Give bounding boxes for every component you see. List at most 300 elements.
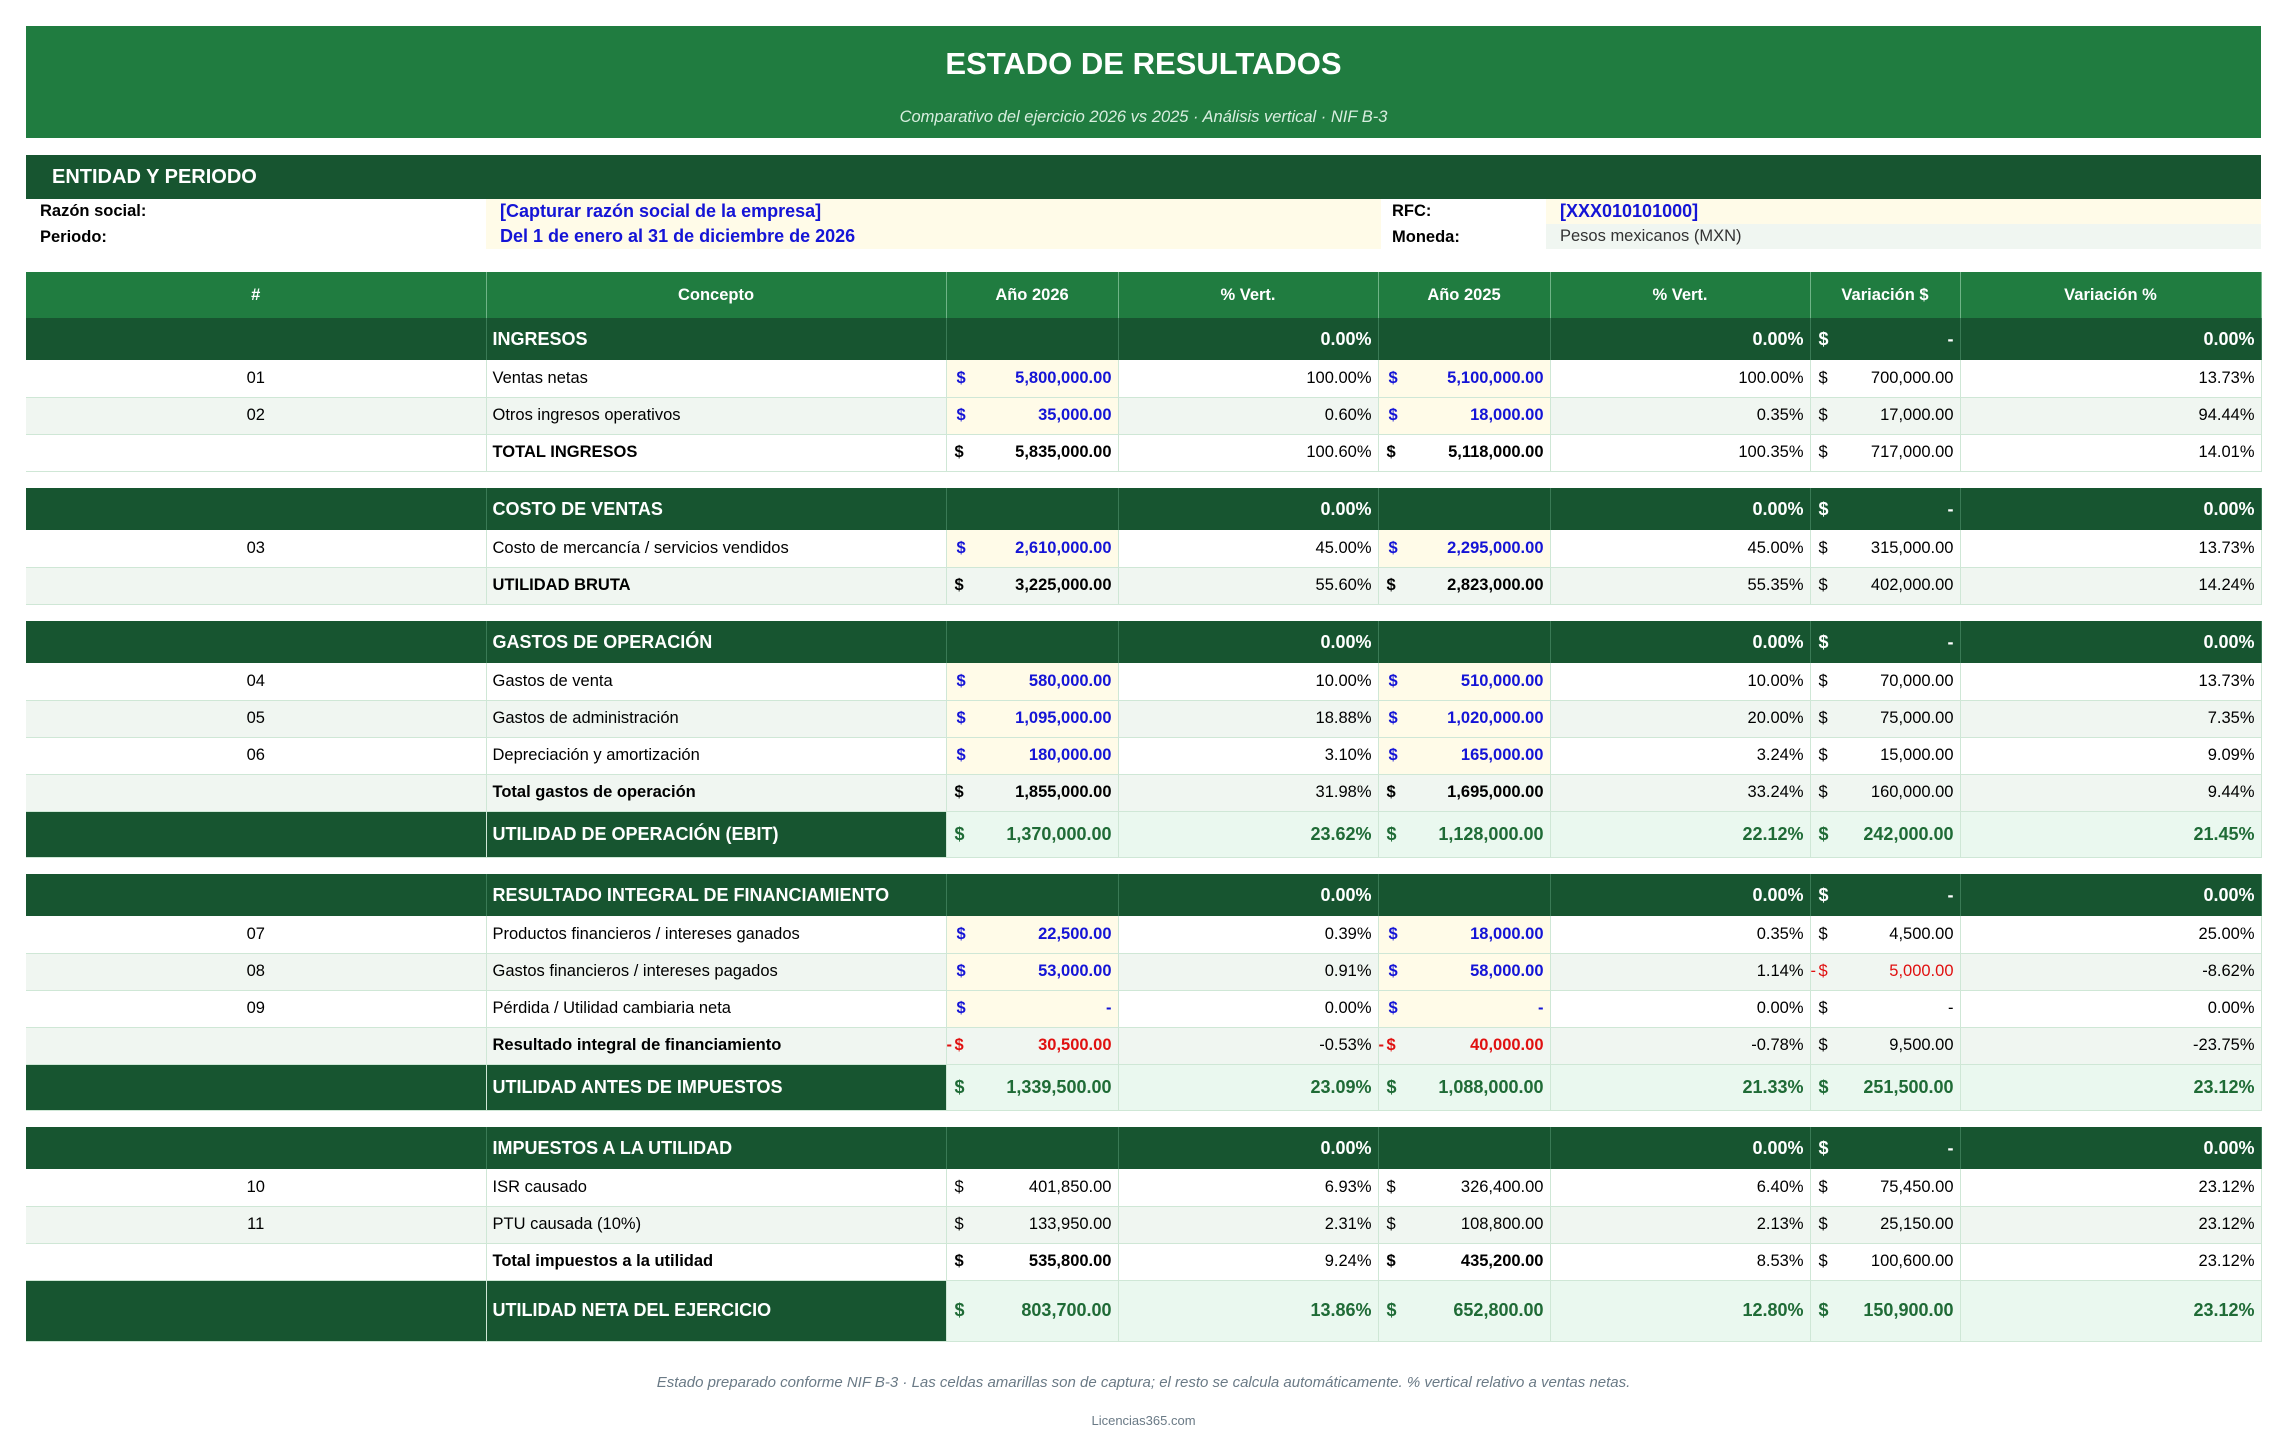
total-2025	[1378, 434, 1550, 471]
total-variation	[1810, 567, 1960, 604]
moneda-value: Pesos mexicanos (MXN)	[1546, 224, 2261, 249]
amount-2026: 53,000.00	[1038, 962, 1112, 980]
section-vert-2025: 0.00%	[1550, 1127, 1810, 1169]
negative-sign: -	[1810, 962, 1816, 980]
section-variation	[1810, 621, 1960, 663]
amount-2025-input	[1378, 1206, 1550, 1243]
col-vert-2025: % Vert.	[1550, 272, 1810, 318]
currency-symbol: $	[956, 368, 966, 387]
total-2025-value: 5,118,000.00	[1448, 443, 1544, 461]
section-header-row	[26, 874, 2261, 916]
col-concept: Concepto	[486, 272, 946, 318]
variation-percent: 13.73%	[1960, 360, 2261, 397]
section-variation-percent: 0.00%	[1960, 488, 2261, 530]
row-concept: ISR causado	[486, 1169, 946, 1206]
amount-2025: 165,000.00	[1460, 746, 1544, 764]
total-2025	[1378, 1027, 1550, 1064]
row-concept: Gastos de venta	[486, 663, 946, 700]
variation-value: 75,450.00	[1880, 1177, 1954, 1196]
variation-percent: 94.44%	[1960, 397, 2261, 434]
key-result-row	[26, 1280, 2261, 1341]
section-vert-2025: 0.00%	[1550, 488, 1810, 530]
variation-percent: 7.35%	[1960, 700, 2261, 737]
total-2026	[946, 774, 1118, 811]
section-title: IMPUESTOS A LA UTILIDAD	[486, 1127, 946, 1169]
amount-2025-input[interactable]	[1378, 953, 1550, 990]
total-2026-value: 1,855,000.00	[1015, 783, 1112, 801]
table-row	[26, 737, 2261, 774]
total-variation	[1810, 1243, 1960, 1280]
vert-2025: 1.14%	[1550, 953, 1810, 990]
total-variation-value: 402,000.00	[1870, 576, 1954, 594]
column-header-row	[26, 272, 2261, 318]
row-number: 03	[26, 530, 486, 567]
amount-2026-input[interactable]	[946, 360, 1118, 397]
vert-2026: 6.93%	[1118, 1169, 1378, 1206]
amount-2025-input	[1378, 1169, 1550, 1206]
currency-symbol: $	[954, 1215, 964, 1233]
amount-2026-input[interactable]	[946, 737, 1118, 774]
total-row	[26, 1027, 2261, 1064]
table-row	[26, 700, 2261, 737]
currency-symbol: $	[954, 443, 964, 461]
section-header-row	[26, 1127, 2261, 1169]
amount-2025: 510,000.00	[1460, 671, 1544, 690]
currency-symbol: $	[1386, 1177, 1396, 1196]
razon-input[interactable]: [Capturar razón social de la empresa]	[486, 199, 1381, 224]
amount-2025: 326,400.00	[1460, 1177, 1544, 1196]
section-variation	[1810, 318, 1960, 360]
key-variation	[1810, 1280, 1960, 1341]
amount-2026-input[interactable]	[946, 530, 1118, 567]
amount-2025-input[interactable]	[1378, 530, 1550, 567]
row-number: 04	[26, 663, 486, 700]
total-2026-value: 30,500.00	[1038, 1036, 1112, 1054]
variation-amount	[1810, 916, 1960, 953]
currency-symbol: $	[1388, 671, 1398, 690]
amount-2025: 18,000.00	[1470, 924, 1544, 943]
total-concept: Total gastos de operación	[486, 774, 946, 811]
section-variation-percent: 0.00%	[1960, 621, 2261, 663]
section-variation-value: -	[1947, 631, 1954, 652]
section-variation-value: -	[1947, 328, 1954, 349]
currency-symbol: $	[1388, 709, 1398, 727]
vert-2026: 0.00%	[1118, 990, 1378, 1027]
table-body	[26, 318, 2261, 1341]
key-variation	[1810, 811, 1960, 857]
currency-symbol: $	[954, 576, 964, 594]
table-row	[26, 953, 2261, 990]
periodo-label: Periodo:	[40, 228, 107, 246]
key-variation-percent: 23.12%	[1960, 1064, 2261, 1110]
amount-2026: 1,095,000.00	[1015, 709, 1112, 727]
total-2026	[946, 1027, 1118, 1064]
amount-2025: 18,000.00	[1470, 406, 1544, 424]
rfc-label: RFC:	[1392, 202, 1432, 220]
vert-2025: 0.35%	[1550, 916, 1810, 953]
col-year-2026: Año 2026	[946, 272, 1118, 318]
section-title: INGRESOS	[486, 318, 946, 360]
currency-symbol: $	[954, 1076, 965, 1097]
amount-2025-input[interactable]	[1378, 663, 1550, 700]
amount-2026-input[interactable]	[946, 700, 1118, 737]
variation-percent: -8.62%	[1960, 953, 2261, 990]
vert-2026: 10.00%	[1118, 663, 1378, 700]
row-number: 05	[26, 700, 486, 737]
total-variation-percent: 23.12%	[1960, 1243, 2261, 1280]
total-vert-2025: -0.78%	[1550, 1027, 1810, 1064]
key-variation-value: 150,900.00	[1863, 1300, 1954, 1320]
section-header-row	[26, 621, 2261, 663]
variation-amount	[1810, 1206, 1960, 1243]
amount-2026-input[interactable]	[946, 397, 1118, 434]
total-variation	[1810, 434, 1960, 471]
col-variation-percent: Variación %	[1960, 272, 2261, 318]
row-number: 07	[26, 916, 486, 953]
vert-2025: 6.40%	[1550, 1169, 1810, 1206]
currency-symbol: $	[1818, 709, 1828, 727]
total-variation-value: 9,500.00	[1889, 1036, 1954, 1054]
amount-2025-input[interactable]	[1378, 397, 1550, 434]
table-row	[26, 916, 2261, 953]
currency-symbol: $	[1818, 406, 1828, 424]
vert-2026: 18.88%	[1118, 700, 1378, 737]
key-vert-2025: 21.33%	[1550, 1064, 1810, 1110]
vert-2025: 2.13%	[1550, 1206, 1810, 1243]
row-number: 01	[26, 360, 486, 397]
vert-2025: 0.00%	[1550, 990, 1810, 1027]
currency-symbol: $	[1818, 783, 1828, 801]
total-variation-value: 100,600.00	[1870, 1252, 1954, 1270]
section-header-row	[26, 318, 2261, 360]
vert-2025: 0.35%	[1550, 397, 1810, 434]
section-variation	[1810, 1127, 1960, 1169]
total-concept: Total impuestos a la utilidad	[486, 1243, 946, 1280]
amount-2025: 5,100,000.00	[1447, 368, 1544, 387]
currency-symbol: $	[1818, 1137, 1829, 1158]
amount-2025: -	[1538, 999, 1544, 1017]
row-concept: Gastos financieros / intereses pagados	[486, 953, 946, 990]
currency-symbol: $	[956, 746, 966, 764]
total-row	[26, 774, 2261, 811]
table-row	[26, 397, 2261, 434]
amount-2026: 5,800,000.00	[1015, 368, 1112, 387]
total-2025	[1378, 774, 1550, 811]
section-variation-value: -	[1947, 884, 1954, 905]
total-concept: TOTAL INGRESOS	[486, 434, 946, 471]
total-variation-percent: 14.01%	[1960, 434, 2261, 471]
currency-symbol: $	[954, 1177, 964, 1196]
variation-percent: 0.00%	[1960, 990, 2261, 1027]
variation-percent: 9.09%	[1960, 737, 2261, 774]
key-2025-value: 1,088,000.00	[1438, 1076, 1544, 1097]
amount-2026-input[interactable]	[946, 990, 1118, 1027]
key-result-row	[26, 811, 2261, 857]
total-concept: Resultado integral de financiamiento	[486, 1027, 946, 1064]
total-vert-2026: 31.98%	[1118, 774, 1378, 811]
sheet	[26, 26, 2261, 1428]
total-2026	[946, 567, 1118, 604]
vert-2025: 10.00%	[1550, 663, 1810, 700]
section-header-row	[26, 488, 2261, 530]
total-variation-percent: 9.44%	[1960, 774, 2261, 811]
currency-symbol: $	[1388, 538, 1398, 557]
row-concept: Gastos de administración	[486, 700, 946, 737]
section-variation-percent: 0.00%	[1960, 874, 2261, 916]
key-2026-value: 1,339,500.00	[1006, 1076, 1112, 1097]
key-vert-2025: 22.12%	[1550, 811, 1810, 857]
key-variation	[1810, 1064, 1960, 1110]
total-2026	[946, 434, 1118, 471]
row-concept: Otros ingresos operativos	[486, 397, 946, 434]
total-2025-value: 1,695,000.00	[1447, 783, 1544, 801]
row-concept: Costo de mercancía / servicios vendidos	[486, 530, 946, 567]
total-2026-value: 535,800.00	[1028, 1252, 1112, 1270]
row-number: 08	[26, 953, 486, 990]
razon-label: Razón social:	[40, 202, 147, 220]
currency-symbol: $	[954, 783, 964, 801]
amount-2025: 2,295,000.00	[1447, 538, 1544, 557]
section-title: GASTOS DE OPERACIÓN	[486, 621, 946, 663]
vert-2025: 20.00%	[1550, 700, 1810, 737]
section-vert-2026: 0.00%	[1118, 1127, 1378, 1169]
amount-2025-input[interactable]	[1378, 360, 1550, 397]
vert-2026: 0.39%	[1118, 916, 1378, 953]
currency-symbol: $	[954, 823, 965, 844]
currency-symbol: $	[1818, 924, 1828, 943]
entity-section-header: ENTIDAD Y PERIODO	[26, 155, 2261, 199]
currency-symbol: $	[1818, 884, 1829, 905]
variation-percent: 13.73%	[1960, 663, 2261, 700]
section-vert-2026: 0.00%	[1118, 488, 1378, 530]
vert-2026: 100.00%	[1118, 360, 1378, 397]
row-concept: Depreciación y amortización	[486, 737, 946, 774]
variation-amount	[1810, 990, 1960, 1027]
key-vert-2026: 13.86%	[1118, 1280, 1378, 1341]
variation-value: 70,000.00	[1880, 671, 1954, 690]
currency-symbol: $	[956, 962, 966, 980]
row-number: 02	[26, 397, 486, 434]
variation-value: 5,000.00	[1889, 962, 1954, 980]
currency-symbol: $	[1818, 631, 1829, 652]
key-variation-percent: 21.45%	[1960, 811, 2261, 857]
amount-2025: 1,020,000.00	[1447, 709, 1544, 727]
amount-2025-input[interactable]	[1378, 700, 1550, 737]
key-2026	[946, 1280, 1118, 1341]
key-2025	[1378, 1064, 1550, 1110]
currency-symbol: $	[1818, 1215, 1828, 1233]
rfc-input[interactable]: [XXX010101000]	[1546, 199, 2261, 224]
section-vert-2026: 0.00%	[1118, 621, 1378, 663]
key-variation-value: 242,000.00	[1863, 823, 1954, 844]
section-vert-2025: 0.00%	[1550, 318, 1810, 360]
table-row	[26, 1206, 2261, 1243]
total-2025	[1378, 1243, 1550, 1280]
table-row	[26, 530, 2261, 567]
currency-symbol: $	[1818, 671, 1828, 690]
section-variation	[1810, 488, 1960, 530]
total-row	[26, 434, 2261, 471]
key-2026-value: 803,700.00	[1021, 1300, 1112, 1320]
variation-percent: 23.12%	[1960, 1206, 2261, 1243]
currency-symbol: $	[1818, 1076, 1829, 1097]
section-vert-2025: 0.00%	[1550, 874, 1810, 916]
section-vert-2026: 0.00%	[1118, 874, 1378, 916]
total-vert-2026: 55.60%	[1118, 567, 1378, 604]
title-banner	[26, 26, 2261, 138]
variation-value: 700,000.00	[1870, 368, 1954, 387]
currency-symbol: $	[1818, 1252, 1828, 1270]
variation-percent: 25.00%	[1960, 916, 2261, 953]
total-row	[26, 1243, 2261, 1280]
col-number: #	[26, 272, 486, 318]
income-statement-table	[26, 272, 2262, 1342]
total-vert-2026: -0.53%	[1118, 1027, 1378, 1064]
table-row	[26, 360, 2261, 397]
variation-amount	[1810, 530, 1960, 567]
currency-symbol: $	[1386, 1215, 1396, 1233]
amount-2025-input[interactable]	[1378, 916, 1550, 953]
entity-block	[26, 199, 2261, 255]
variation-value: 315,000.00	[1870, 538, 1954, 557]
variation-amount	[1810, 953, 1960, 990]
key-result-concept: UTILIDAD ANTES DE IMPUESTOS	[486, 1064, 946, 1110]
total-2025-value: 2,823,000.00	[1447, 576, 1544, 594]
vert-2025: 100.00%	[1550, 360, 1810, 397]
negative-sign: -	[1378, 1036, 1384, 1054]
currency-symbol: $	[1386, 823, 1397, 844]
currency-symbol: $	[956, 999, 966, 1017]
section-variation	[1810, 874, 1960, 916]
currency-symbol: $	[1388, 368, 1398, 387]
amount-2026-input	[946, 1169, 1118, 1206]
currency-symbol: $	[954, 1252, 964, 1270]
total-variation-value: 717,000.00	[1870, 443, 1954, 461]
currency-symbol: $	[1818, 1300, 1829, 1320]
total-vert-2025: 55.35%	[1550, 567, 1810, 604]
row-concept: Pérdida / Utilidad cambiaria neta	[486, 990, 946, 1027]
total-2025-value: 40,000.00	[1470, 1036, 1544, 1054]
key-vert-2026: 23.62%	[1118, 811, 1378, 857]
row-number: 10	[26, 1169, 486, 1206]
amount-2026: 133,950.00	[1028, 1215, 1112, 1233]
row-number: 09	[26, 990, 486, 1027]
section-variation-percent: 0.00%	[1960, 318, 2261, 360]
currency-symbol: $	[1388, 406, 1398, 424]
amount-2026: -	[1106, 999, 1112, 1017]
row-number: 06	[26, 737, 486, 774]
currency-symbol: $	[1386, 1036, 1396, 1054]
variation-percent: 23.12%	[1960, 1169, 2261, 1206]
page-subtitle: Comparativo del ejercicio 2026 vs 2025 · Análisis vertical · NIF B-3	[899, 108, 1388, 126]
total-variation	[1810, 1027, 1960, 1064]
amount-2026-input[interactable]	[946, 953, 1118, 990]
amount-2026-input[interactable]	[946, 663, 1118, 700]
amount-2025-input[interactable]	[1378, 990, 1550, 1027]
total-variation-percent: -23.75%	[1960, 1027, 2261, 1064]
currency-symbol: $	[1818, 498, 1829, 519]
vert-2026: 0.60%	[1118, 397, 1378, 434]
vert-2026: 45.00%	[1118, 530, 1378, 567]
currency-symbol: $	[1818, 999, 1828, 1017]
key-2026	[946, 1064, 1118, 1110]
col-variation-amount: Variación $	[1810, 272, 1960, 318]
amount-2026-input	[946, 1206, 1118, 1243]
amount-2025-input[interactable]	[1378, 737, 1550, 774]
key-2026-value: 1,370,000.00	[1006, 823, 1112, 844]
currency-symbol: $	[1818, 443, 1828, 461]
currency-symbol: $	[956, 538, 966, 557]
brand-footer: Licencias365.com	[1091, 1412, 1196, 1428]
currency-symbol: $	[1818, 1177, 1828, 1196]
total-vert-2025: 33.24%	[1550, 774, 1810, 811]
amount-2026: 22,500.00	[1038, 924, 1112, 943]
section-variation-value: -	[1947, 498, 1954, 519]
col-year-2025: Año 2025	[1378, 272, 1550, 318]
currency-symbol: $	[1818, 328, 1829, 349]
negative-sign: -	[946, 1036, 952, 1054]
total-vert-2025: 8.53%	[1550, 1243, 1810, 1280]
variation-amount	[1810, 663, 1960, 700]
amount-2026: 580,000.00	[1028, 671, 1112, 690]
row-concept: Productos financieros / intereses ganados	[486, 916, 946, 953]
variation-percent: 13.73%	[1960, 530, 2261, 567]
row-number: 11	[26, 1206, 486, 1243]
key-variation-percent: 23.12%	[1960, 1280, 2261, 1341]
table-row	[26, 663, 2261, 700]
amount-2026: 35,000.00	[1038, 406, 1112, 424]
row-concept: Ventas netas	[486, 360, 946, 397]
key-2025-value: 652,800.00	[1453, 1300, 1544, 1320]
vert-2026: 0.91%	[1118, 953, 1378, 990]
key-result-concept: UTILIDAD DE OPERACIÓN (EBIT)	[486, 811, 946, 857]
currency-symbol: $	[1386, 1300, 1397, 1320]
total-2026-value: 5,835,000.00	[1015, 443, 1112, 461]
table-row	[26, 990, 2261, 1027]
variation-value: 17,000.00	[1880, 406, 1954, 424]
section-vert-2026: 0.00%	[1118, 318, 1378, 360]
currency-symbol: $	[956, 671, 966, 690]
key-result-row	[26, 1064, 2261, 1110]
variation-amount	[1810, 360, 1960, 397]
currency-symbol: $	[954, 1300, 965, 1320]
currency-symbol: $	[1386, 443, 1396, 461]
variation-value: 15,000.00	[1880, 746, 1954, 764]
key-2025	[1378, 1280, 1550, 1341]
currency-symbol: $	[956, 406, 966, 424]
section-vert-2025: 0.00%	[1550, 621, 1810, 663]
periodo-input[interactable]: Del 1 de enero al 31 de diciembre de 2026	[486, 224, 1381, 249]
variation-amount	[1810, 1169, 1960, 1206]
amount-2026: 401,850.00	[1028, 1177, 1112, 1196]
variation-value: -	[1948, 999, 1954, 1017]
key-2025-value: 1,128,000.00	[1438, 823, 1544, 844]
variation-amount	[1810, 700, 1960, 737]
currency-symbol: $	[954, 1036, 964, 1054]
vert-2025: 3.24%	[1550, 737, 1810, 774]
amount-2026: 2,610,000.00	[1015, 538, 1112, 557]
total-variation-percent: 14.24%	[1960, 567, 2261, 604]
currency-symbol: $	[1386, 576, 1396, 594]
page-title: ESTADO DE RESULTADOS	[945, 46, 1342, 81]
currency-symbol: $	[1388, 962, 1398, 980]
amount-2026-input[interactable]	[946, 916, 1118, 953]
currency-symbol: $	[1388, 746, 1398, 764]
amount-2026: 180,000.00	[1028, 746, 1112, 764]
currency-symbol: $	[1386, 1076, 1397, 1097]
section-title: COSTO DE VENTAS	[486, 488, 946, 530]
currency-symbol: $	[1818, 538, 1828, 557]
